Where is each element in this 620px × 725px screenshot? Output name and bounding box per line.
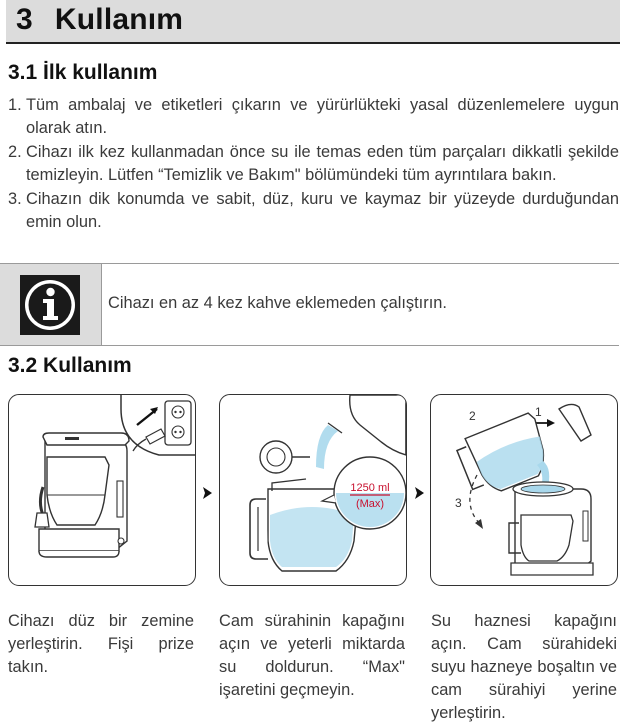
next-step-arrow-icon [202, 486, 214, 500]
notice-text: Cihazı en az 4 kez kahve eklemeden çalıştırın. [108, 294, 447, 312]
list-item: 3. Cihazın dik konumda ve sabit, düz, kuru ve kaymaz bir yüzeyde durduğundan emin olun. [8, 190, 619, 231]
usage-panel-plug-in [8, 394, 196, 586]
coffee-maker-plug-icon [9, 395, 195, 585]
step-label-2: 2 [469, 409, 476, 423]
caption-fill-carafe: Cam sürahinin kapağını açın ve yeterli miktarda su doldurun. “Max" işaretini geçmeyin. [219, 612, 405, 699]
next-step-arrow-icon [414, 486, 426, 500]
step-label-1: 1 [535, 405, 542, 419]
reservoir-pour-icon [431, 395, 617, 585]
caption-plug-in: Cihazı düz bir zemine yerleştirin. Fişi prize takın. [8, 612, 194, 676]
notice-box [0, 263, 619, 346]
step-label-3: 3 [455, 496, 462, 510]
carafe-fill-icon [220, 395, 406, 585]
max-volume-label: 1250 ml [350, 482, 390, 494]
list-item: 2. Cihazı ilk kez kullanmadan önce su ile temas eden tüm parçaları dikkatli şekilde temizleyin. Lütfen “Temizlik ve Bakım" bölümündeki tüm ayrıntılara bakın. [8, 143, 619, 184]
info-icon [20, 275, 80, 335]
chapter-header [6, 0, 620, 44]
caption-pour-reservoir: Su haznesi kapağını açın. Cam sürahideki suyu hazneye boşaltın ve cam sürahiyi yerine yerleştirin. [431, 612, 617, 722]
chapter-name: Kullanım [54, 3, 184, 36]
chapter-title [16, 3, 183, 37]
notice-icon-box [0, 264, 102, 345]
chapter-number: 3 [16, 3, 33, 36]
section-title-first-use: 3.1 İlk kullanım [8, 61, 158, 84]
section-title-usage: 3.2 Kullanım [8, 354, 132, 377]
usage-panel-pour-reservoir [430, 394, 618, 586]
list-item: 1. Tüm ambalaj ve etiketleri çıkarın ve yürürlükteki yasal düzenlemelere uygun olarak atın. [8, 96, 619, 137]
max-marker-label: (Max) [355, 498, 385, 510]
usage-panel-fill-carafe [219, 394, 407, 586]
first-use-steps [8, 94, 619, 235]
